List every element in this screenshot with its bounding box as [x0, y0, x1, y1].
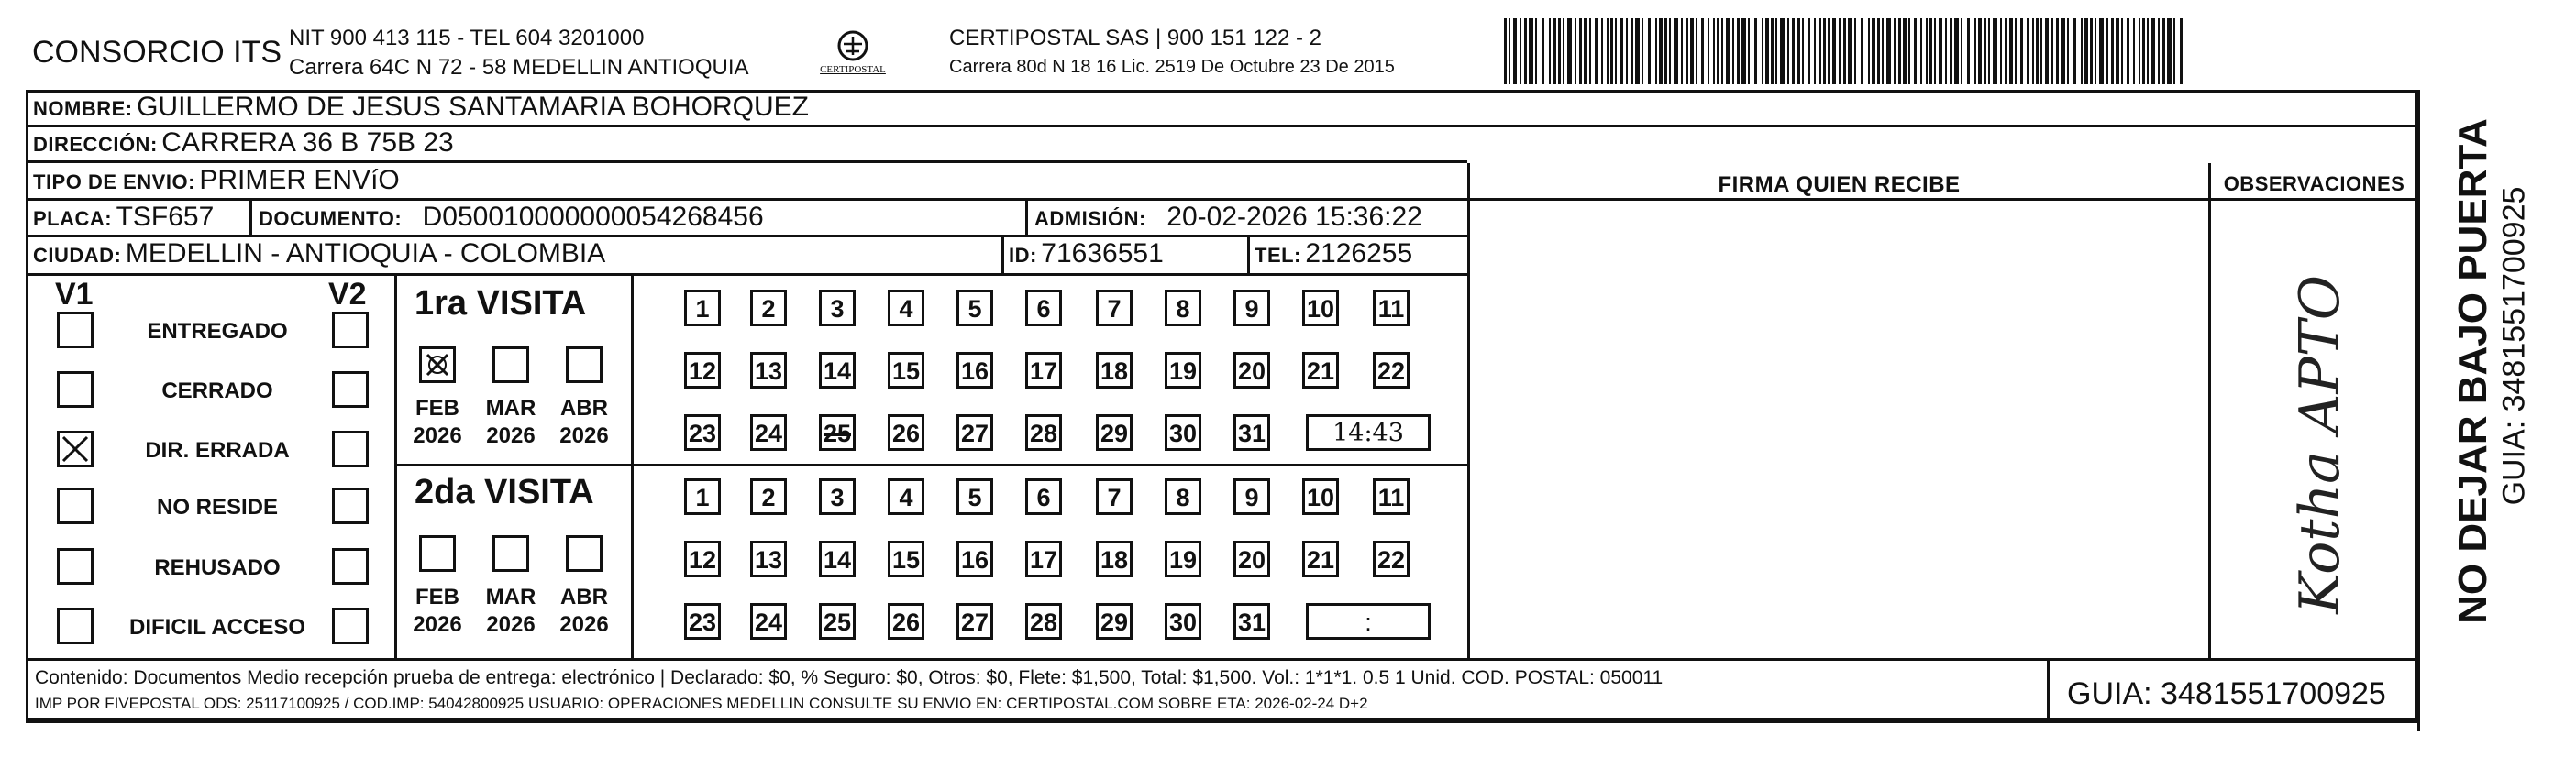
day-box[interactable]: 18 [1096, 541, 1133, 577]
barcode-bar [1509, 18, 1510, 84]
v1-checkbox[interactable] [57, 608, 94, 644]
barcode-bar [1984, 18, 1986, 84]
barcode-bar [1524, 18, 1527, 84]
barcode-bar [1584, 18, 1587, 84]
ciudad-row [33, 238, 605, 269]
barcode-bar [1950, 18, 1952, 84]
barcode-bar [2158, 18, 2160, 84]
barcode-bar [1721, 18, 1723, 84]
v2-label: V2 [328, 277, 367, 312]
day-box[interactable]: 10 [1302, 290, 1339, 326]
barcode-bar [1934, 18, 1936, 84]
barcode-bar [2142, 18, 2145, 84]
barcode-bar [1828, 18, 1830, 84]
barcode-bar [1690, 18, 1694, 84]
barcode-bar [1914, 18, 1917, 84]
barcode-bar [1713, 18, 1715, 84]
day-box[interactable]: 14 [819, 541, 856, 577]
ciudad-label: CIUDAD: [33, 244, 122, 267]
month-name: MAR [485, 585, 536, 609]
month-checkbox[interactable] [566, 535, 603, 572]
barcode-bar [1513, 18, 1517, 84]
barcode-bar [2073, 18, 2076, 84]
side-text [2423, 92, 2532, 642]
status-label: REHUSADO [154, 555, 281, 580]
v2-checkbox[interactable] [332, 312, 369, 348]
barcode-bar [1717, 18, 1719, 84]
barcode-bar [1843, 18, 1846, 84]
barcode-bar [2009, 18, 2013, 84]
barcode-bar [1872, 18, 1875, 84]
status-label: NO RESIDE [156, 495, 279, 520]
barcode-bar [1726, 18, 1730, 84]
barcode-bar [1748, 18, 1750, 84]
barcode-bar [1771, 18, 1774, 84]
day-box[interactable]: 27 [956, 603, 993, 640]
barcode-bar [1797, 18, 1800, 84]
barcode-bar [2040, 18, 2042, 84]
direccion-label: DIRECCIÓN: [33, 133, 158, 156]
barcode-bar [1701, 18, 1704, 84]
barcode-bar [2167, 18, 2172, 84]
v1-checkbox[interactable] [57, 548, 94, 585]
day-box[interactable]: 13 [750, 541, 787, 577]
admision-row [1034, 202, 1422, 233]
id-row [1009, 238, 1164, 269]
barcode-bar [1601, 18, 1603, 84]
visit-title: 1ra VISITA [415, 284, 587, 323]
barcode-bar [1520, 18, 1521, 84]
barcode-bar [1741, 18, 1746, 84]
day-box[interactable]: 9 [1233, 478, 1270, 515]
barcode-bar [1648, 18, 1651, 84]
barcode-bar [2084, 18, 2088, 84]
barcode-bar [1848, 18, 1852, 84]
day-box[interactable]: 2 [750, 290, 787, 326]
barcode-bar [2162, 18, 2165, 84]
barcode-bar [1832, 18, 1836, 84]
barcode-bar [1861, 18, 1863, 84]
visit-time-box[interactable]: : [1306, 603, 1431, 640]
barcode-bar [1686, 18, 1688, 84]
barcode-bar [1765, 18, 1769, 84]
day-box[interactable]: 14 [819, 352, 856, 389]
month-checkbox[interactable] [419, 346, 456, 383]
day-box[interactable]: 18 [1096, 352, 1133, 389]
barcode-bar [1635, 18, 1640, 84]
barcode-bar [2121, 18, 2123, 84]
month-year: 2026 [559, 612, 609, 637]
placa-label: PLACA: [33, 207, 113, 230]
barcode-bar [1819, 18, 1821, 84]
placa-value: TSF657 [116, 202, 215, 232]
status-label: DIFICIL ACCESO [128, 615, 305, 640]
barcode-bar [2027, 18, 2029, 84]
firma-header: FIRMA QUIEN RECIBE [1718, 172, 1961, 197]
barcode-bar [2056, 18, 2059, 84]
day-box[interactable]: 9 [1233, 290, 1270, 326]
barcode-bar [1631, 18, 1633, 84]
barcode-bar [1642, 18, 1643, 84]
day-box[interactable]: 15 [888, 541, 924, 577]
barcode-bar [1775, 18, 1777, 84]
barcode-bar [2111, 18, 2114, 84]
day-box[interactable]: 21 [1302, 541, 1339, 577]
visit-title: 2da VISITA [415, 473, 594, 511]
barcode-bar [2106, 18, 2108, 84]
tipo-value: PRIMER ENVíO [199, 165, 400, 195]
barcode-bar [1787, 18, 1789, 84]
barcode-bar [2020, 18, 2023, 84]
month-name: FEB [415, 396, 459, 421]
month-checkbox[interactable] [492, 535, 529, 572]
barcode-bar [1708, 18, 1709, 84]
barcode-bar [1877, 18, 1880, 84]
barcode-bar [1993, 18, 1997, 84]
day-box[interactable]: 1 [684, 290, 721, 326]
day-box[interactable]: 23 [684, 414, 721, 451]
barcode-bar [2151, 18, 2155, 84]
day-box[interactable]: 7 [1096, 290, 1133, 326]
day-box[interactable]: 25 [819, 603, 856, 640]
barcode-bar [1696, 18, 1697, 84]
barcode-bar [1607, 18, 1609, 84]
barcode-bar [1868, 18, 1870, 84]
barcode-bar [1732, 18, 1734, 84]
month-checkbox[interactable] [419, 535, 456, 572]
barcode-bar [2032, 18, 2034, 84]
no-dejar-bajo-puerta: NO DEJAR BAJO PUERTA [2450, 118, 2495, 624]
day-box[interactable]: 12 [684, 352, 721, 389]
month-name: MAR [485, 396, 536, 421]
day-box[interactable]: 24 [750, 603, 787, 640]
footer-line2: IMP POR FIVEPOSTAL ODS: 25117100925 / COD.IMP: 54042800925 USUARIO: OPERACIONES MEDELLIN CONSULTE SU ENVIO EN: CERTIPOSTAL.COM SOBRE ETA: 2026-02-24 D+2 [35, 695, 1368, 712]
day-box[interactable]: 20 [1233, 352, 1270, 389]
side-panel-divider [2417, 90, 2420, 731]
barcode-bar [2015, 18, 2017, 84]
v1-checkbox[interactable] [57, 312, 94, 348]
v2-checkbox[interactable] [332, 371, 369, 408]
day-box[interactable]: 5 [956, 478, 993, 515]
barcode-bar [2005, 18, 2007, 84]
v2-checkbox[interactable] [332, 608, 369, 644]
documento-label: DOCUMENTO: [259, 207, 403, 230]
barcode-bar [1674, 18, 1678, 84]
barcode-bar [1808, 18, 1810, 84]
day-box[interactable]: 10 [1302, 478, 1339, 515]
day-box[interactable]: 16 [956, 352, 993, 389]
nombre-row [33, 92, 809, 123]
day-box[interactable]: 26 [888, 414, 924, 451]
id-value: 71636551 [1041, 238, 1164, 269]
barcode-bar [2067, 18, 2069, 84]
day-box[interactable]: 22 [1373, 541, 1410, 577]
status-label: CERRADO [161, 378, 273, 403]
side-guia: GUIA: 3481551700925 [2496, 186, 2532, 506]
barcode-bar [1978, 18, 1982, 84]
barcode-bar [2051, 18, 2053, 84]
barcode-bar [2180, 18, 2183, 84]
day-box[interactable]: 6 [1025, 290, 1062, 326]
day-box[interactable]: 8 [1165, 478, 1201, 515]
barcode-bar [1929, 18, 1932, 84]
barcode-bar [1754, 18, 1757, 84]
tel-row [1255, 238, 1412, 269]
carrier-line: CERTIPOSTAL SAS | 900 151 122 - 2 [949, 26, 1321, 50]
day-box[interactable]: 11 [1373, 290, 1410, 326]
v2-checkbox[interactable] [332, 488, 369, 524]
barcode-bar [1839, 18, 1841, 84]
barcode-bar [1792, 18, 1795, 84]
barcode-bar [1961, 18, 1962, 84]
barcode-bar [1974, 18, 1976, 84]
day-box[interactable]: 29 [1096, 603, 1133, 640]
barcode-bar [2045, 18, 2049, 84]
day-box[interactable]: 24 [750, 414, 787, 451]
day-box[interactable]: 28 [1025, 603, 1062, 640]
month-checkbox[interactable] [492, 346, 529, 383]
day-box[interactable]: 17 [1025, 352, 1062, 389]
day-box[interactable]: 12 [684, 541, 721, 577]
day-box[interactable]: 3 [819, 478, 856, 515]
day-box[interactable]: 21 [1302, 352, 1339, 389]
day-box[interactable]: 4 [888, 290, 924, 326]
barcode-bar [2133, 18, 2135, 84]
barcode-bar [1549, 18, 1551, 84]
status-label: DIR. ERRADA [145, 438, 290, 463]
barcode-bar [1737, 18, 1740, 84]
day-box[interactable]: 5 [956, 290, 993, 326]
barcode-bar [2061, 18, 2065, 84]
month-year: 2026 [413, 423, 462, 448]
v2-checkbox[interactable] [332, 548, 369, 585]
tel-label: TEL: [1255, 244, 1301, 267]
id-label: ID: [1009, 244, 1037, 267]
barcode-bar [2139, 18, 2140, 84]
barcode-bar [1814, 18, 1816, 84]
barcode-bar [2081, 18, 2083, 84]
day-box[interactable]: 3 [819, 290, 856, 326]
day-box[interactable]: 29 [1096, 414, 1133, 451]
barcode-bar [1615, 18, 1617, 84]
day-box[interactable]: 30 [1165, 414, 1201, 451]
direccion-value: CARRERA 36 B 75B 23 [161, 127, 454, 158]
month-name: FEB [415, 585, 459, 609]
v2-checkbox[interactable] [332, 431, 369, 467]
day-box[interactable]: 6 [1025, 478, 1062, 515]
ciudad-value: MEDELLIN - ANTIOQUIA - COLOMBIA [125, 238, 606, 269]
day-box[interactable]: 11 [1373, 478, 1410, 515]
placa-row [33, 202, 214, 233]
direccion-row [33, 127, 454, 159]
barcode-bar [2099, 18, 2104, 84]
day-box[interactable]: 23 [684, 603, 721, 640]
barcode-bar [1610, 18, 1613, 84]
barcode-bar [1939, 18, 1942, 84]
barcode-bar [1563, 18, 1564, 84]
barcode-bar [1894, 18, 1896, 84]
footer-guia: GUIA: 3481551700925 [2067, 676, 2386, 711]
barcode-bar [1558, 18, 1561, 84]
barcode-bar [1626, 18, 1628, 84]
certipostal-logo: CERTIPOSTAL [807, 27, 899, 82]
barcode-bar [2173, 18, 2175, 84]
barcode-bar [1681, 18, 1683, 84]
barcode-bar [1655, 18, 1657, 84]
barcode-bar [1780, 18, 1785, 84]
day-box[interactable]: 20 [1233, 541, 1270, 577]
barcode-bar [1535, 18, 1537, 84]
bottom-edge [26, 720, 2420, 723]
barcode [1504, 18, 2187, 84]
barcode-bar [1903, 18, 1907, 84]
barcode-bar [1529, 18, 1533, 84]
day-box[interactable]: 8 [1165, 290, 1201, 326]
nombre-value: GUILLERMO DE JESUS SANTAMARIA BOHORQUEZ [137, 92, 809, 122]
v1-checkbox[interactable] [57, 488, 94, 524]
documento-row [259, 202, 764, 233]
barcode-bar [1823, 18, 1826, 84]
barcode-bar [1664, 18, 1667, 84]
barcode-bar [2127, 18, 2129, 84]
month-year: 2026 [486, 612, 536, 637]
barcode-bar [1579, 18, 1582, 84]
day-box[interactable]: 17 [1025, 541, 1062, 577]
footer-line1: Contenido: Documentos Medio recepción prueba de entrega: electrónico | Declarado: $0, % Seguro: $0, Otros: $0, Flete: $1,500, Total: $1,500. Vol.: 1*1*1. 0.5 1 Unid. COD. POSTAL: 050011 [35, 667, 1664, 688]
day-box[interactable]: 13 [750, 352, 787, 389]
barcode-bar [1926, 18, 1928, 84]
tipo-label: TIPO DE ENVIO: [33, 170, 195, 193]
barcode-bar [2147, 18, 2149, 84]
day-box[interactable]: 19 [1165, 541, 1201, 577]
barcode-bar [1898, 18, 1901, 84]
barcode-bar [2095, 18, 2096, 84]
tel-value: 2126255 [1305, 238, 1413, 269]
nit-line: NIT 900 413 115 - TEL 604 3201000 [289, 26, 645, 50]
observaciones-handwriting: Kotha APTO [2288, 275, 2352, 614]
day-box[interactable]: 26 [888, 603, 924, 640]
day-box[interactable]: 31 [1233, 603, 1270, 640]
day-box[interactable]: 27 [956, 414, 993, 451]
admision-label: ADMISIÓN: [1034, 207, 1146, 230]
month-name: ABR [560, 396, 608, 421]
barcode-bar [2116, 18, 2119, 84]
barcode-bar [1553, 18, 1556, 84]
address-line: Carrera 64C N 72 - 58 MEDELLIN ANTIOQUIA [289, 55, 749, 80]
barcode-bar [1908, 18, 1910, 84]
day-box[interactable]: 30 [1165, 603, 1201, 640]
barcode-bar [2000, 18, 2002, 84]
barcode-bar [1920, 18, 1922, 84]
barcode-bar [1659, 18, 1663, 84]
observaciones-header: OBSERVACIONES [2223, 172, 2405, 195]
barcode-bar [1854, 18, 1856, 84]
barcode-bar [1575, 18, 1576, 84]
status-label: ENTREGADO [147, 319, 288, 344]
nombre-label: NOMBRE: [33, 97, 133, 120]
v1-label: V1 [55, 277, 94, 312]
documento-value: D050010000000054268456 [422, 202, 764, 232]
barcode-bar [1595, 18, 1598, 84]
day-box[interactable]: 22 [1373, 352, 1410, 389]
day-box[interactable]: 25 [819, 414, 856, 451]
barcode-bar [2090, 18, 2093, 84]
month-checkbox[interactable] [566, 346, 603, 383]
day-box[interactable]: 7 [1096, 478, 1133, 515]
carrier-address: Carrera 80d N 18 16 Lic. 2519 De Octubre 23 De 2015 [949, 57, 1395, 77]
barcode-bar [1882, 18, 1884, 84]
company-name: CONSORCIO ITS [32, 35, 282, 70]
barcode-bar [1945, 18, 1947, 84]
barcode-bar [1967, 18, 1970, 84]
day-box[interactable]: 2 [750, 478, 787, 515]
barcode-bar [1954, 18, 1959, 84]
barcode-bar [1988, 18, 1990, 84]
day-box[interactable]: 31 [1233, 414, 1270, 451]
day-box[interactable]: 4 [888, 478, 924, 515]
visit-time-box[interactable]: 14:43 [1306, 414, 1431, 451]
day-box[interactable]: 19 [1165, 352, 1201, 389]
month-name: ABR [560, 585, 608, 609]
barcode-bar [1620, 18, 1623, 84]
month-year: 2026 [559, 423, 609, 448]
barcode-bar [1542, 18, 1544, 84]
day-box[interactable]: 28 [1025, 414, 1062, 451]
day-box[interactable]: 15 [888, 352, 924, 389]
admision-value: 20-02-2026 15:36:22 [1166, 202, 1422, 232]
month-year: 2026 [413, 612, 462, 637]
barcode-bar [1762, 18, 1763, 84]
month-year: 2026 [486, 423, 536, 448]
barcode-bar [1669, 18, 1671, 84]
barcode-bar [1567, 18, 1572, 84]
day-box[interactable]: 16 [956, 541, 993, 577]
tipo-row [33, 165, 400, 196]
barcode-bar [1802, 18, 1804, 84]
day-box[interactable]: 1 [684, 478, 721, 515]
barcode-bar [2036, 18, 2039, 84]
v1-checkbox[interactable] [57, 371, 94, 408]
barcode-bar [1504, 18, 1507, 84]
barcode-bar [1589, 18, 1591, 84]
barcode-bar [1886, 18, 1891, 84]
v1-checkbox[interactable] [57, 431, 94, 467]
